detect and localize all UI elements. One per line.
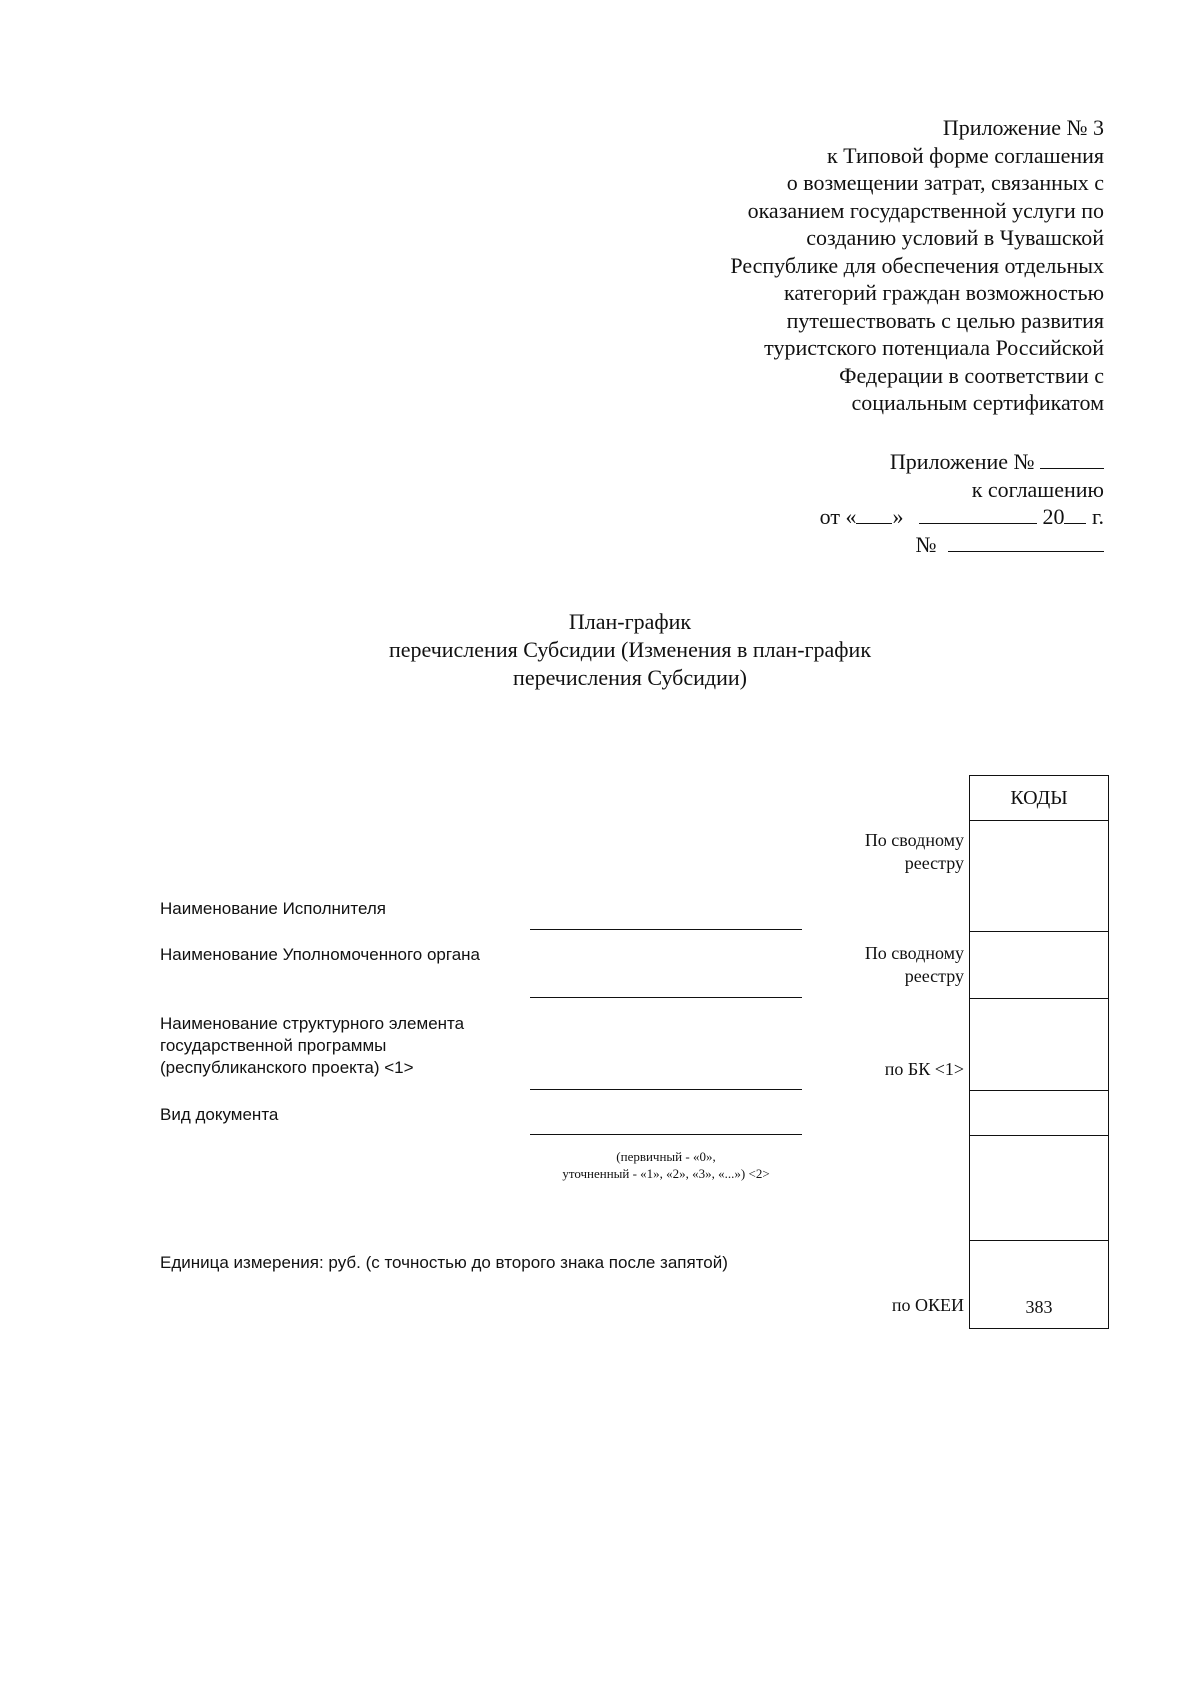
agreement-to-row xyxy=(684,476,1104,504)
okei-label: по ОКЕИ xyxy=(891,1295,964,1315)
year-prefix: 20 xyxy=(1042,504,1065,529)
appendix-header-line: туристского потенциала Российской xyxy=(764,335,1104,360)
document-title xyxy=(330,608,930,692)
appendix-header-line: категорий граждан возможностью xyxy=(783,280,1104,305)
structural-label-line: Наименование структурного элемента xyxy=(160,1014,465,1033)
appendix-header-line: социальным сертификатом xyxy=(851,390,1104,415)
unit-label: Единица измерения: руб. (с точностью до второго знака после запятой) xyxy=(160,1253,728,1272)
executor-label: Наименование Исполнителя xyxy=(160,899,386,918)
year-blank[interactable] xyxy=(1064,503,1086,524)
registry-label-2-line1: По сводному xyxy=(864,943,964,963)
codes-header: КОДЫ xyxy=(970,776,1108,821)
date-month-blank[interactable] xyxy=(919,503,1037,524)
agreement-appendix-row xyxy=(684,448,1104,476)
structural-label-line: государственной программы xyxy=(160,1036,387,1055)
structural-element-field[interactable] xyxy=(530,1089,802,1090)
number-label: № xyxy=(915,531,937,557)
authority-label: Наименование Уполномоченного органа xyxy=(160,945,481,964)
structural-element-label xyxy=(160,1013,464,1079)
agreement-reference xyxy=(684,448,1104,558)
appendix-header-line: Приложение № 3 xyxy=(942,115,1104,140)
appendix-header-line: Федерации в соответствии с xyxy=(839,362,1104,388)
bk-code-cell[interactable] xyxy=(970,999,1108,1091)
agreement-number-row xyxy=(684,531,1104,559)
okei-code-cell[interactable] xyxy=(970,1241,1108,1330)
appendix-header-line: о возмещении затрат, связанных с xyxy=(786,170,1104,195)
appendix-header-line: путешествовать с целью развития xyxy=(786,307,1104,333)
agreement-to-label: к соглашению xyxy=(971,476,1104,502)
doc-type-hint xyxy=(520,1148,812,1182)
appendix-header-line: Республике для обеспечения отдельных xyxy=(730,252,1104,278)
agreement-number-blank[interactable] xyxy=(948,531,1104,552)
structural-label-line: (республиканского проекта) <1> xyxy=(160,1058,414,1077)
registry-label-1 xyxy=(865,829,964,875)
registry-code-cell-1[interactable] xyxy=(970,821,1108,932)
title-line: перечисления Субсидии) xyxy=(513,665,747,690)
year-suffix: г. xyxy=(1091,504,1104,529)
title-line: перечисления Субсидии (Изменения в план-график xyxy=(388,637,872,662)
doc-type-hint-line: уточненный - «1», «2», «3», «...») <2> xyxy=(562,1166,770,1181)
agreement-appendix-label: Приложение № xyxy=(889,449,1035,474)
executor-field[interactable] xyxy=(530,929,802,930)
agreement-date-row xyxy=(684,503,1104,531)
registry-code-cell-2[interactable] xyxy=(970,932,1108,999)
date-prefix: от « xyxy=(819,504,857,529)
authority-field[interactable] xyxy=(530,997,802,998)
okei-code-value: 383 xyxy=(1025,1297,1053,1317)
doc-type-code-cell[interactable] xyxy=(970,1091,1108,1136)
date-day-blank[interactable] xyxy=(856,503,892,524)
appendix-header-line: созданию условий в Чувашской xyxy=(806,225,1104,250)
doc-type-label: Вид документа xyxy=(160,1105,279,1124)
appendix-number-blank[interactable] xyxy=(1040,448,1104,469)
date-quote-close: » xyxy=(892,504,904,529)
codes-table xyxy=(969,775,1109,1329)
registry-label-2-line2: реестру xyxy=(904,966,964,986)
appendix-header xyxy=(584,114,1104,417)
doc-type-field[interactable] xyxy=(530,1134,802,1135)
registry-label-1-line1: По сводному xyxy=(864,830,964,850)
appendix-header-line: оказанием государственной услуги по xyxy=(747,197,1104,223)
title-line: План-график xyxy=(568,609,692,634)
registry-label-2 xyxy=(865,942,964,988)
bk-label: по БК <1> xyxy=(884,1059,964,1079)
registry-label-1-line2: реестру xyxy=(904,853,964,873)
appendix-header-line: к Типовой форме соглашения xyxy=(826,142,1104,168)
empty-code-cell xyxy=(970,1136,1108,1241)
doc-type-hint-line: (первичный - «0», xyxy=(616,1149,716,1164)
